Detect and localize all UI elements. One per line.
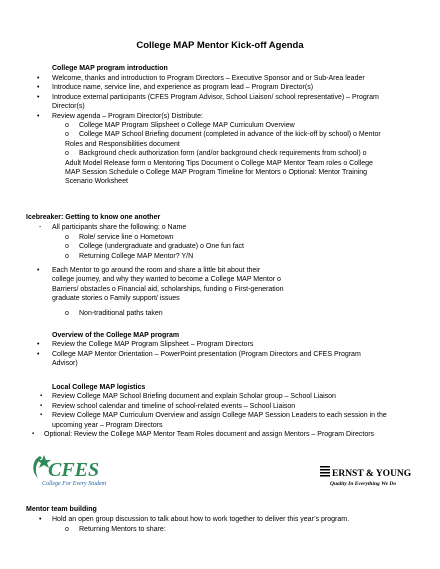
icebreaker-section	[26, 213, 160, 222]
dash-bullet-icon: -	[39, 224, 42, 231]
sub-item: o Non-traditional paths taken	[65, 310, 163, 317]
sub-item: o Role/ service line o Hometown	[65, 234, 174, 241]
list-item-continued: upcoming year – Program Directors	[52, 421, 163, 429]
bullet-icon: •	[37, 350, 40, 358]
sub-item-continued: Scenario Worksheet	[65, 178, 128, 186]
bullet-icon: •	[37, 341, 40, 349]
circle-bullet-icon: o	[65, 243, 69, 251]
intro-sublist	[65, 121, 387, 187]
list-item: • Introduce external participants (CFES Program Advisor, School Liaison/ school representative) – Program	[37, 93, 379, 101]
bullet-icon: •	[37, 93, 40, 101]
dash-bullet-icon: •	[39, 516, 42, 523]
circle-bullet-icon: o	[65, 131, 69, 139]
list-item: ▪ Review College MAP Curriculum Overview and assign College MAP Session Leaders to each session in the	[40, 412, 387, 420]
list-item: - All participants share the following: o Name	[39, 224, 187, 231]
ey-logo-text: ERNST & YOUNG	[332, 469, 412, 479]
list-item-continued: Barriers/ obstacles o Financial aid, scholarships, funding o First-generation	[52, 285, 284, 293]
circle-bullet-icon: o	[65, 122, 69, 129]
overview-section	[37, 331, 361, 369]
sub-item: o College MAP Program Slipsheet o College MAP Curriculum Overview	[65, 122, 295, 129]
ey-tagline: Quality In Everything We Do	[330, 481, 397, 487]
list-item: • Welcome, thanks and introduction to Program Directors – Executive Sponsor and or Sub-Area leader	[37, 75, 365, 82]
ernst-young-logo	[318, 458, 413, 488]
circle-bullet-icon: o	[65, 150, 69, 158]
circle-bullet-icon: o	[65, 234, 69, 241]
square-bullet-icon: ▪	[40, 393, 43, 400]
list-item: • Hold an open group discussion to talk about how to work together to deliver this year’s program.	[39, 516, 350, 523]
section-heading: Overview of the College MAP program	[52, 332, 180, 339]
cfes-tagline: College For Every Student	[42, 481, 107, 487]
icebreaker-sublist	[65, 233, 245, 261]
list-item: ▪ Review College MAP School Briefing document and explain Scholar group – School Liaison	[40, 393, 336, 401]
square-bullet-icon: ▪	[40, 412, 43, 419]
list-item: ▪ Review school calendar and timeline of school-related events – School Liaison	[40, 402, 296, 410]
cfes-logo	[28, 452, 128, 488]
section-heading: College MAP program introduction	[52, 65, 168, 72]
icebreaker-sublist-2	[65, 309, 163, 318]
ey-mark-icon	[318, 458, 413, 488]
sub-item: o Returning College MAP Mentor? Y/N	[65, 252, 194, 260]
list-item-continued: college journey, and why they wanted to become a College MAP Mentor o	[52, 276, 281, 284]
circle-bullet-icon: o	[65, 310, 69, 317]
list-item: • College MAP Mentor Orientation – PowerPoint presentation (Program Directors and CFES Program	[37, 350, 361, 358]
sub-item: o Returning Mentors to share:	[65, 526, 166, 533]
intro-section	[52, 64, 168, 73]
sub-item-continued: Adult Model Release form o Mentoring Tips Document o College MAP Mentor Team roles o College	[65, 159, 373, 167]
sub-item: o College MAP School Briefing document (completed in advance of the kick-off by school) o Mentor	[65, 131, 381, 139]
page-title: College MAP Mentor Kick-off Agenda	[136, 40, 304, 51]
list-item-continued: graduate stories o Family support/ issues	[52, 295, 180, 303]
section-heading: Local College MAP logistics	[52, 384, 146, 391]
team-sublist	[65, 525, 166, 534]
circle-bullet-icon: o	[65, 526, 69, 533]
square-bullet-icon: ▪	[32, 431, 35, 438]
list-item-continued: Advisor)	[52, 360, 78, 368]
icebreaker-list-2	[37, 266, 284, 304]
list-item: • Introduce name, service line, and experience as program lead – Program Director(s)	[37, 84, 314, 92]
team-section	[26, 505, 97, 514]
square-bullet-icon: ▪	[40, 402, 43, 409]
bullet-icon: •	[37, 75, 40, 82]
bullet-icon: •	[37, 112, 40, 120]
list-item: • Review agenda – Program Director(s) Distribute:	[37, 112, 203, 120]
sub-item: o College (undergraduate and graduate) o One fun fact	[65, 243, 245, 251]
sub-item: o Background check authorization form (and/or background check requirements from school) o	[65, 150, 367, 158]
section-heading: Mentor team building	[26, 506, 97, 513]
section-heading: Icebreaker: Getting to know one another	[26, 214, 161, 221]
bullet-icon: •	[37, 84, 40, 92]
cfes-mark-icon	[28, 452, 128, 488]
list-item: • Review the College MAP Program Slipsheet – Program Directors	[37, 341, 254, 349]
logistics-section	[32, 383, 387, 439]
list-item: • Each Mentor to go around the room and share a little bit about their	[37, 267, 261, 274]
intro-list	[37, 74, 379, 121]
bullet-icon: •	[37, 267, 40, 274]
icebreaker-list	[39, 223, 187, 232]
list-item: ▪ Optional: Review the College MAP Mentor Team Roles document and assign Mentors – Program Directors	[32, 431, 375, 439]
team-list	[39, 515, 350, 524]
list-item-continued: Director(s)	[52, 103, 85, 111]
sub-item-continued: MAP Session Schedule o College MAP Program Timeline for Mentors o Optional: Mentor Training	[65, 169, 368, 177]
sub-item-continued: Roles and Responsibilities document	[65, 140, 180, 148]
cfes-logo-text: CFES	[48, 459, 100, 481]
circle-bullet-icon: o	[65, 252, 69, 260]
